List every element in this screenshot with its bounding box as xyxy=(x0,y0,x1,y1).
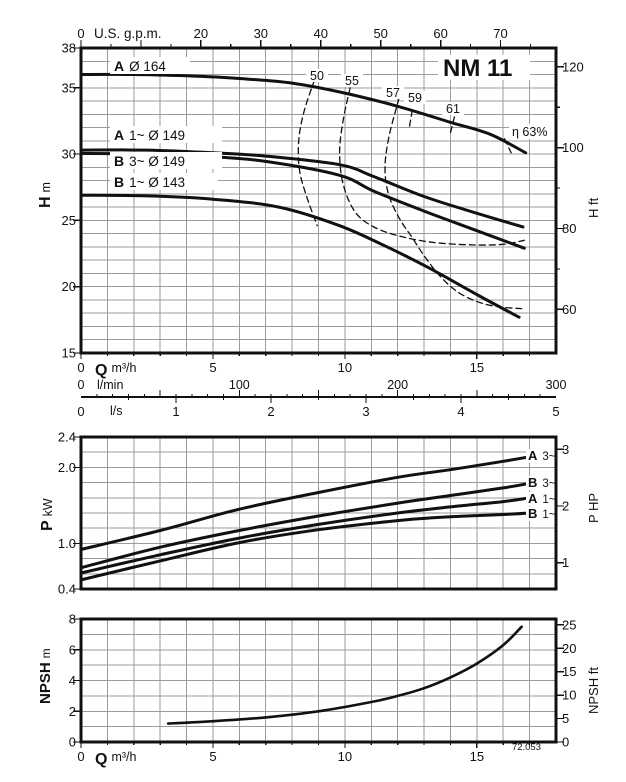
series-spec: 3~ Ø 149 xyxy=(129,154,186,169)
tick-label: 30 xyxy=(61,146,76,162)
tick-label: 60 xyxy=(562,301,577,317)
axis-unit-label: U.S. g.p.m. xyxy=(94,26,162,41)
tick-label: 70 xyxy=(493,26,508,41)
tick-label: 25 xyxy=(61,212,76,228)
tick-label: 30 xyxy=(253,26,269,41)
tick-label: 3 xyxy=(562,441,570,457)
axis-unit-bold: NPSH xyxy=(37,662,54,704)
power-curve-label xyxy=(528,491,556,506)
tick-label: 1 xyxy=(562,555,570,571)
head-y-right-title xyxy=(586,197,601,218)
tick-label: 5 xyxy=(562,711,570,727)
tick-label: 4 xyxy=(457,404,465,419)
curve-a-3- xyxy=(81,457,530,550)
axis-unit: NPSH ft xyxy=(586,667,601,714)
axis-unit: m xyxy=(39,182,53,193)
head-flow-chart xyxy=(37,26,601,419)
tick-label: 25 xyxy=(562,617,577,633)
tick-label: 20 xyxy=(61,279,76,295)
flow-unit-label: Q m³/h xyxy=(95,361,137,379)
axis-unit-bold: H xyxy=(37,196,54,208)
series-letter: A xyxy=(114,58,125,74)
efficiency-contour-61 xyxy=(450,117,454,133)
tick-label: 0 xyxy=(77,26,85,41)
tick-label: 0 xyxy=(68,734,76,750)
tick-label: 10 xyxy=(562,687,577,703)
tick-label: 15 xyxy=(562,664,577,680)
efficiency-contour-55 xyxy=(340,88,525,245)
tick-label: 4 xyxy=(68,673,76,688)
tick-label: 15 xyxy=(61,345,76,361)
series-letter: A xyxy=(528,491,538,506)
head-y-left-title xyxy=(37,182,54,208)
npsh-y-left-title xyxy=(37,648,54,704)
tick-label: 5 xyxy=(209,749,217,764)
tick-label: 20 xyxy=(562,640,577,656)
series-letter: B xyxy=(528,506,538,521)
drawing-code: 72.053 xyxy=(511,742,541,753)
tick-label: 2 xyxy=(68,703,76,719)
axis-unit-bold: P xyxy=(39,520,56,531)
tick-label: 6 xyxy=(68,642,76,658)
power-y-left-title xyxy=(39,498,56,531)
tick-label: 38 xyxy=(61,40,76,56)
efficiency-label: 55 xyxy=(345,74,359,88)
tick-label: 100 xyxy=(228,378,250,392)
tick-label: 35 xyxy=(61,80,76,96)
tick-label: 2 xyxy=(562,498,570,514)
efficiency-label: 61 xyxy=(446,102,460,116)
power-flow-chart xyxy=(39,430,601,597)
tick-label: 5 xyxy=(552,404,560,419)
series-spec: 3~ xyxy=(542,478,556,490)
axis-unit-label: l/s xyxy=(110,404,123,418)
efficiency-label: 59 xyxy=(408,91,422,105)
tick-label: 8 xyxy=(68,611,76,627)
efficiency-label: 57 xyxy=(386,86,400,100)
series-letter: A xyxy=(114,127,125,143)
tick-label: 10 xyxy=(337,749,353,764)
series-spec: 1~ Ø 149 xyxy=(129,128,186,143)
tick-label: 40 xyxy=(313,26,328,41)
npsh-y-right-title xyxy=(586,667,601,714)
efficiency-label: η 63% xyxy=(512,125,548,139)
tick-label: 0 xyxy=(77,360,85,375)
tick-label: 200 xyxy=(387,378,409,392)
tick-label: 0 xyxy=(562,734,570,750)
curve-b-1- xyxy=(81,513,530,580)
power-curve-label xyxy=(528,448,556,463)
tick-label: 100 xyxy=(562,140,584,156)
tick-label: 0 xyxy=(77,404,85,419)
series-letter: B xyxy=(114,153,125,169)
axis-unit: kW xyxy=(41,498,55,517)
tick-label: 5 xyxy=(209,360,217,375)
series-letter: A xyxy=(528,448,538,463)
tick-label: 0.4 xyxy=(57,581,76,597)
power-y-right-title xyxy=(586,493,601,523)
tick-label: 0 xyxy=(77,749,85,764)
tick-label: 1 xyxy=(172,404,180,419)
tick-label: 10 xyxy=(337,360,353,375)
series-spec: 3~ xyxy=(542,451,556,463)
axis-unit: H ft xyxy=(586,197,601,218)
tick-label: 0 xyxy=(77,378,85,392)
power-curve-label xyxy=(528,475,556,490)
tick-label: 50 xyxy=(373,26,388,41)
series-spec: Ø 164 xyxy=(129,59,166,74)
efficiency-label: 50 xyxy=(310,69,324,83)
tick-label: 20 xyxy=(193,26,209,41)
curve-a-1- xyxy=(81,498,530,573)
series-letter: B xyxy=(528,475,538,490)
tick-label: 1.0 xyxy=(57,535,76,551)
efficiency-contour-50 xyxy=(298,80,317,226)
series-spec: 1~ Ø 143 xyxy=(129,175,186,190)
efficiency-contour-59 xyxy=(410,110,413,126)
tick-label: 80 xyxy=(562,221,577,237)
power-curve-label xyxy=(528,506,556,521)
tick-label: 3 xyxy=(362,404,370,419)
tick-label: 15 xyxy=(469,749,485,764)
tick-label: 300 xyxy=(545,378,567,392)
tick-label: 60 xyxy=(433,26,448,41)
tick-label: 2.0 xyxy=(57,459,76,475)
tick-label: 2 xyxy=(267,404,275,419)
tick-label: 15 xyxy=(469,360,485,375)
axis-unit-label: l/min xyxy=(97,378,124,392)
flow-unit-label: Q m³/h xyxy=(95,750,137,768)
tick-label: 2.4 xyxy=(57,429,76,445)
series-spec: 1~ xyxy=(542,494,556,506)
pump-model-title: NM 11 xyxy=(443,55,513,82)
series-letter: B xyxy=(114,174,125,190)
curve-b-1-143 xyxy=(81,195,519,317)
series-spec: 1~ xyxy=(542,509,556,521)
axis-unit: m xyxy=(39,648,53,659)
tick-label: 120 xyxy=(562,59,584,75)
axis-unit: P HP xyxy=(586,492,601,523)
curve-label xyxy=(114,58,166,74)
